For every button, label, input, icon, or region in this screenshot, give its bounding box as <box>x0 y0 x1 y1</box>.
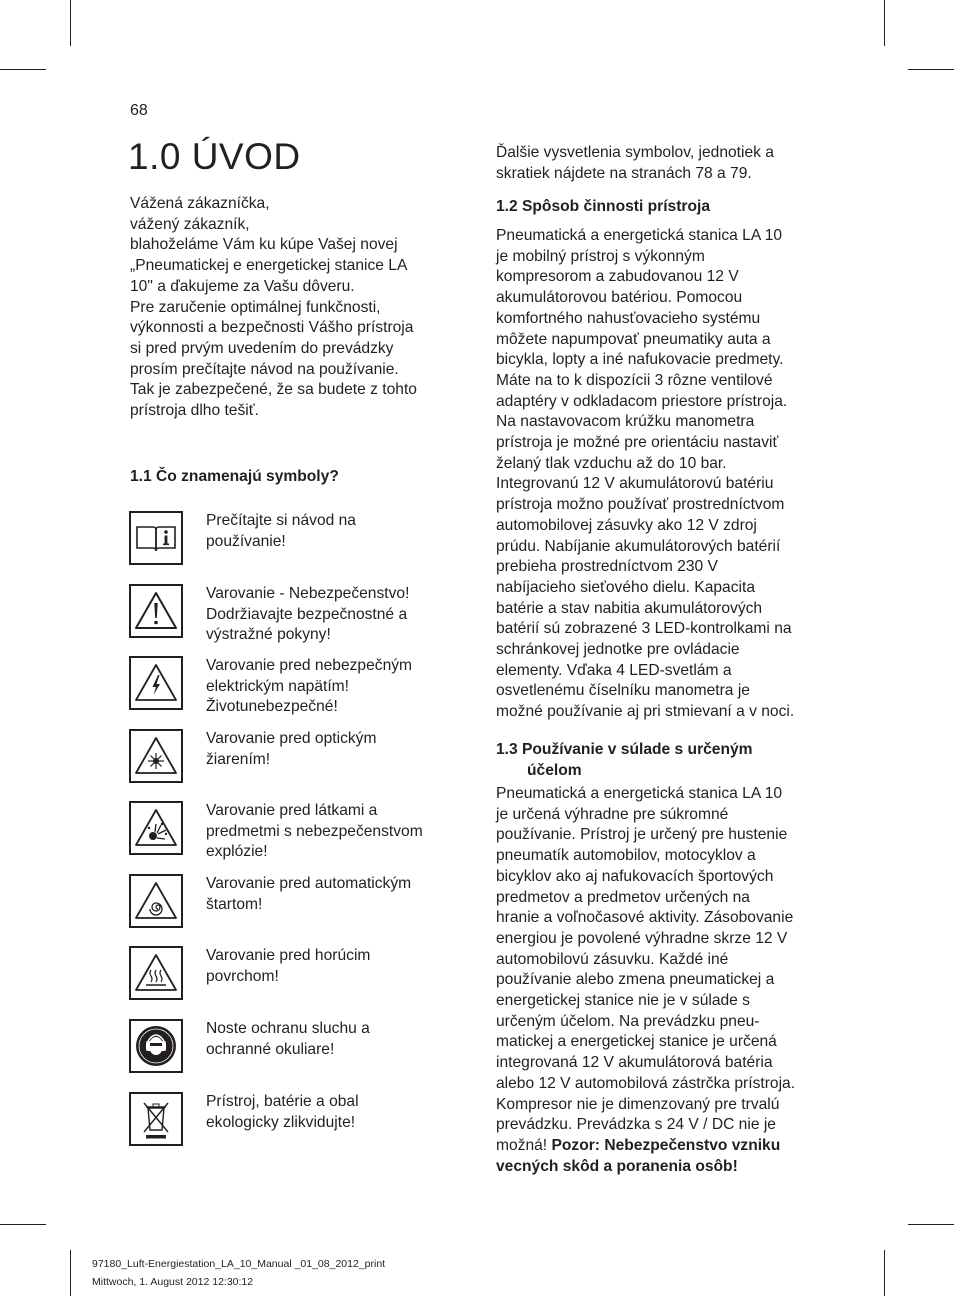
symbol-row <box>129 1019 459 1073</box>
crop-mark <box>884 0 885 46</box>
optical-radiation-warning-icon <box>129 729 183 783</box>
symbol-description: Varovanie pred horúcim povrchom! <box>206 947 371 985</box>
print-filename: 97180_Luft-Energiestation_LA_10_Manual _01_08_2012_print <box>92 1258 386 1270</box>
symbol-description: Prečítajte si návod na používanie! <box>206 512 356 550</box>
symbol-description: Varovanie pred optickým žiarením! <box>206 730 377 768</box>
symbol-description: Varovanie pred nebezpečným elektrickým napätím! Životunebezpečné! <box>206 657 413 716</box>
symbol-description: Varovanie pred automatickým štartom! <box>206 875 412 913</box>
crossed-bin-icon <box>129 1092 183 1146</box>
intro-line: prístroja dlho tešiť. <box>130 402 259 420</box>
intro-text <box>130 194 460 422</box>
intro-line: Tak je zabezpečené, že sa budete z tohto <box>130 381 417 399</box>
safety-warning: Pozor: Nebezpečenstvo vzniku <box>551 1136 781 1154</box>
crop-mark <box>70 0 71 46</box>
automatic-start-warning-icon <box>129 874 183 928</box>
intro-line: vážený zákazník, <box>130 215 250 233</box>
crop-mark <box>884 1250 885 1296</box>
safety-warning: vecných skôd a poranenia osôb! <box>496 1157 738 1175</box>
print-timestamp: Mittwoch, 1. August 2012 12:30:12 <box>92 1276 254 1288</box>
crop-mark <box>70 1250 71 1296</box>
symbol-row <box>129 946 459 1000</box>
crop-mark <box>0 69 46 70</box>
section-1-3-body: Pneumatická a energetická stanica LA 10 je určená výhradne pre súkromné používanie. Prístroj je určený pre hustenie pneumatík automobilov, motocyklov a bicyklov ako aj nafukovacích športových predmetov a predmetov určených na hranie a voľnočasové aktivity. Zásobovanie energiou je povolené výhradne skrze 12 V automobilovú zásuvku. Každé iné používanie alebo zmena pneumatickej a energetickej stanice nie je v súlade s určeným účelom. Na prevádzku pneu- matickej a energetickej stanice je určená integrovaná 12 V akumulátorová batéria alebo 12 V automobilová zástrčka prístroja. Kompresor nie je dimenzovaný pre trvalú prevádzku. Prevádzka s 24 V / DC nie je možná! Pozor: Nebezpečenstvo vzniku vecných skôd a poranenia osôb! <box>496 784 832 1177</box>
ear-eye-protection-icon <box>129 1019 183 1073</box>
section-1-2-heading: 1.2 Spôsob činnosti prístroja <box>496 198 711 215</box>
warning-exclamation-icon <box>129 584 183 638</box>
hot-surface-warning-icon <box>129 946 183 1000</box>
intro-line: si pred prvým uvedením do prevádzky <box>130 339 394 357</box>
symbol-row <box>129 1092 459 1146</box>
explosive-warning-icon <box>129 801 183 855</box>
page-title: 1.0 ÚVOD <box>128 136 301 177</box>
crop-mark <box>908 69 954 70</box>
symbol-row <box>129 584 459 644</box>
section-1-2-body: Pneumatická a energetická stanica LA 10 je mobilný prístroj s výkonným kompresorom a zabudovanou 12 V akumulátorovou batériou. Pomocou komfortného nahusťovacieho systému môžete napumpovať pneumatiky auta a bicykla, lopty a iné nafukovacie predmety. Máte na to k dispozícii 3 rôzne ventilové adaptéry v odkladacom priestore prístroja. Na nastavovacom krúžku manometra prístroja je možné pre orientáciu nastaviť želaný tlak vzduchu až do 10 bar. Integrovanú 12 V akumulátorovú batériu prístroja možno používať prostredníctvom automobilovej zásuvky ako 12 V zdroj prúdu. Nabíjanie akumulátorových batérií prebieha prostredníctvom 230 V nabíjacieho sieťového dielu. Kapacita batérie a stav nabitia akumulátorových batérií sú zobrazené 3 LED-kontrolkami na schránkovej jednotke pre ovládacie elementy. Vďaka 4 LED-svetlám a osvetlenému číselníku manometra je možné používanie aj pri stmievaní a v noci. <box>496 227 795 721</box>
symbol-row <box>129 729 459 783</box>
intro-line: Pre zaručenie optimálnej funkčnosti, <box>130 298 381 316</box>
symbol-row <box>129 656 459 716</box>
symbol-description: Varovanie pred látkami a predmetmi s nebezpečenstvom explózie! <box>206 802 423 861</box>
intro-line: „Pneumatickej e energetickej stanice LA <box>130 257 408 275</box>
symbols-heading: 1.1 Čo znamenajú symboly? <box>130 468 339 485</box>
section-1-3-heading: 1.3 Používanie v súlade s určeným účelom <box>496 741 753 779</box>
intro-line: prosím prečítajte návod na používanie. <box>130 360 399 378</box>
symbol-description: Prístroj, batérie a obal ekologicky zlikvidujte! <box>206 1093 359 1131</box>
symbol-description: Varovanie - Nebezpečenstvo! Dodržiavajte bezpečnostné a výstražné pokyny! <box>206 585 410 644</box>
electric-voltage-warning-icon <box>129 656 183 710</box>
symbol-description: Noste ochranu sluchu a ochranné okuliare! <box>206 1020 370 1058</box>
intro-line: 10" a ďakujeme za Vašu dôveru. <box>130 277 355 295</box>
intro-line: Vážená zákazníčka, <box>130 195 270 212</box>
symbol-row <box>129 801 459 861</box>
intro-line: blahoželáme Vám ku kúpe Vašej novej <box>130 236 398 254</box>
symbol-row <box>129 511 459 565</box>
symbol-row <box>129 874 459 928</box>
symbols-reference-text: Ďalšie vysvetlenia symbolov, jednotiek a skratiek nájdete na stranách 78 a 79. <box>496 144 774 182</box>
crop-mark <box>908 1224 954 1225</box>
intro-line: výkonnosti a bezpečnosti Vášho prístroja <box>130 319 414 337</box>
read-manual-icon <box>129 511 183 565</box>
crop-mark <box>0 1224 46 1225</box>
page-number: 68 <box>130 102 148 119</box>
